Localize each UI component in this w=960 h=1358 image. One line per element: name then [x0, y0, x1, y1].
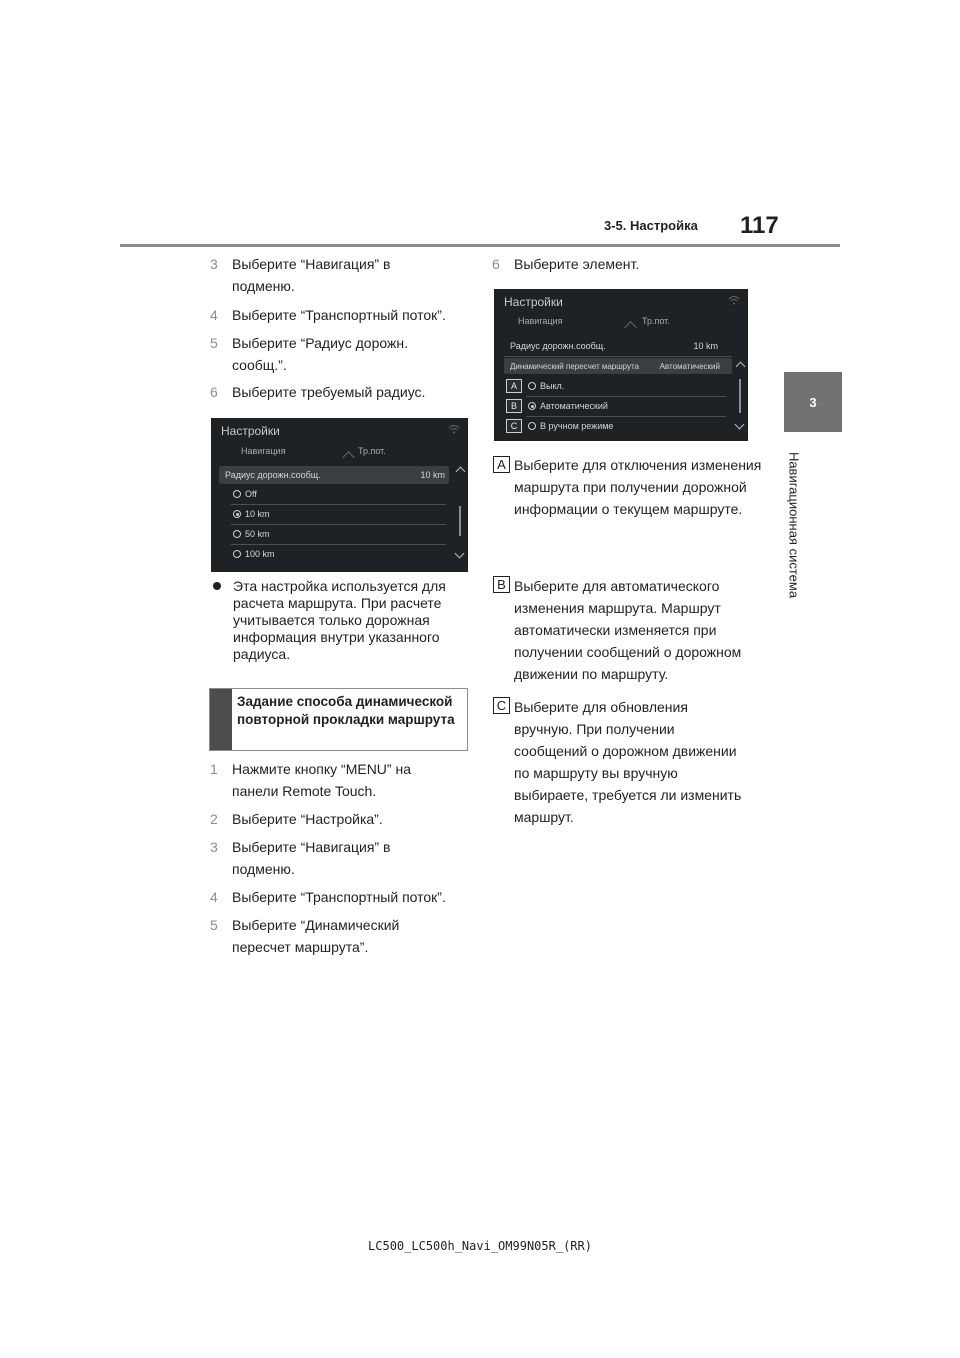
option-label: В ручном режиме: [540, 421, 614, 431]
radio-icon: [528, 382, 536, 390]
tab-traffic[interactable]: Тр.пот.: [642, 316, 670, 326]
step-2: [210, 808, 460, 830]
radio-icon: [528, 422, 536, 430]
setting-reroute-row[interactable]: [510, 356, 720, 376]
step-number: 1: [210, 761, 218, 777]
callout-label-a: A: [506, 379, 522, 393]
step-text: Выберите “Навигация” в подменю.: [232, 256, 391, 294]
radio-selected-icon: [233, 510, 241, 518]
option-10km[interactable]: [233, 504, 270, 524]
option-label: Автоматический: [540, 401, 608, 411]
scroll-down-icon[interactable]: [735, 420, 745, 430]
bullet-text: Эта настройка используется для расчета маршрута. При расчете учитывается только дорожная информация внутри указанного радиуса.: [233, 578, 446, 662]
radio-icon: [233, 530, 241, 538]
step-6a: [210, 381, 470, 403]
option-label: 50 km: [245, 529, 270, 539]
heading-strip: [210, 689, 232, 750]
step-text: Выберите “Транспортный поток”.: [232, 307, 446, 323]
step-number: 6: [210, 384, 218, 400]
scroll-down-icon[interactable]: [455, 549, 465, 559]
bullet-note: [213, 578, 468, 663]
chapter-tab: 3: [784, 372, 842, 432]
setting-label: Динамический пересчет маршрута: [510, 361, 640, 371]
callout-box-b: B: [493, 576, 510, 593]
scrollbar[interactable]: [459, 506, 461, 536]
step-4a: [210, 304, 470, 326]
step-3a: [210, 253, 460, 297]
tab-navigation[interactable]: Навигация: [241, 446, 286, 456]
step-3b: [210, 836, 460, 880]
step-number: 3: [210, 256, 218, 272]
scroll-up-icon[interactable]: [456, 467, 466, 477]
section-title: 3-5. Настройка: [604, 218, 698, 233]
step-number: 5: [210, 917, 218, 933]
bullet-dot: [213, 582, 221, 590]
setting-radius-row[interactable]: [225, 465, 445, 485]
setting-value: 10 km: [693, 341, 718, 351]
step-1: [210, 758, 460, 802]
tab-separator: [624, 321, 637, 334]
scroll-up-icon[interactable]: [736, 362, 746, 372]
radio-icon: [233, 490, 241, 498]
step-number: 4: [210, 307, 218, 323]
setting-radius-row[interactable]: [510, 336, 718, 356]
step-text: Выберите “Навигация” в подменю.: [232, 839, 391, 877]
step-text: Выберите “Транспортный поток”.: [232, 889, 446, 905]
wifi-icon: [728, 295, 740, 305]
setting-value: 10 km: [420, 470, 445, 480]
callout-label-b: B: [506, 399, 522, 413]
setting-label: Радиус дорожн.сообщ.: [225, 470, 321, 480]
tab-traffic[interactable]: Тр.пот.: [358, 446, 386, 456]
scrollbar[interactable]: [739, 379, 741, 413]
callout-b-text: Выберите для автоматического изменения маршрута. Маршрут автоматически изменяется при получении сообщений о дорожном движении по маршруту.: [514, 578, 742, 682]
option-manual[interactable]: [528, 416, 613, 436]
option-label: 100 km: [245, 549, 275, 559]
chapter-label: [780, 440, 808, 610]
radio-icon: [233, 550, 241, 558]
chapter-label-text: Навигационная система: [786, 451, 802, 599]
step-4b: [210, 886, 470, 908]
option-label: 10 km: [245, 509, 270, 519]
document-footer: LC500_LC500h_Navi_OM99N05R_(RR): [368, 1239, 592, 1253]
radio-selected-icon: [528, 402, 536, 410]
callout-box-c: C: [493, 697, 510, 714]
option-automatic[interactable]: [528, 396, 608, 416]
callout-box-a: A: [493, 456, 510, 473]
option-label: Выкл.: [540, 381, 565, 391]
step-number: 6: [492, 256, 500, 272]
option-label: Off: [245, 489, 257, 499]
section-heading: Задание способа динамической повторной прокладки маршрута: [237, 694, 455, 727]
step-number: 3: [210, 839, 218, 855]
step-5a: [210, 332, 460, 376]
step-6b: [492, 253, 742, 275]
screen-title: Настройки: [504, 295, 563, 309]
screen-radius-settings: [211, 418, 468, 572]
option-100km[interactable]: [233, 544, 275, 564]
tab-navigation[interactable]: Навигация: [518, 316, 563, 326]
option-off[interactable]: [233, 484, 257, 504]
callout-c-text: Выберите для обновления вручную. При получении сообщений о дорожном движении по маршруту вы вручную выбираете, требуется ли изменить маршрут.: [514, 699, 742, 825]
step-text: Нажмите кнопку “MENU” на панели Remote Touch.: [232, 761, 411, 799]
step-number: 2: [210, 811, 218, 827]
screen-title: Настройки: [221, 424, 280, 438]
option-off[interactable]: [528, 376, 564, 396]
setting-value: Автоматический: [659, 361, 720, 371]
callout-a-text: Выберите для отключения изменения маршрута при получении дорожной информации о текущем маршруте.: [514, 457, 762, 517]
header-rule: [120, 244, 840, 247]
step-text: Выберите требуемый радиус.: [232, 384, 426, 400]
tab-separator: [342, 451, 355, 464]
page-number: 117: [740, 212, 779, 239]
screen-reroute-settings: [494, 289, 748, 441]
step-text: Выберите “Динамический пересчет маршрута”.: [232, 917, 400, 955]
step-number: 5: [210, 335, 218, 351]
option-50km[interactable]: [233, 524, 270, 544]
step-number: 4: [210, 889, 218, 905]
section-heading-box: [209, 688, 468, 751]
wifi-icon: [448, 424, 460, 434]
step-text: Выберите элемент.: [514, 256, 640, 272]
step-text: Выберите “Настройка”.: [232, 811, 383, 827]
step-5b: [210, 914, 460, 958]
callout-label-c: C: [506, 419, 522, 433]
step-text: Выберите “Радиус дорожн. сообщ.”.: [232, 335, 408, 373]
setting-label: Радиус дорожн.сообщ.: [510, 341, 606, 351]
